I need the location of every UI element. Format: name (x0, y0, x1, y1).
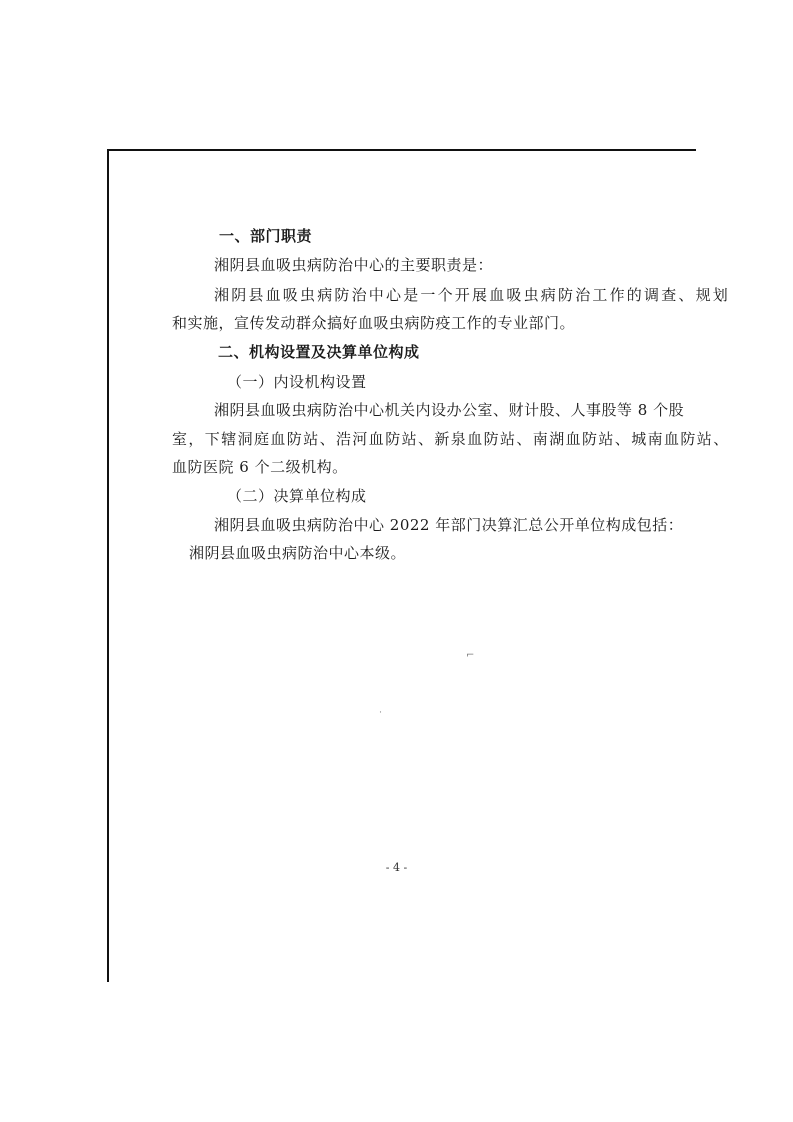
section1-intro: 湘阴县血吸虫病防治中心的主要职责是： (214, 256, 494, 274)
section2-sub1-line1: 湘阴县血吸虫病防治中心机关内设办公室、财计股、人事股等 8 个股 (214, 401, 685, 419)
section1-paragraph-line1: 湘阴县血吸虫病防治中心是一个开展血吸虫病防治工作的调查、规划 (214, 286, 731, 304)
page-top-border (108, 149, 696, 151)
section2-sub2-line1: 湘阴县血吸虫病防治中心 2022 年部门决算汇总公开单位构成包括： (214, 516, 684, 534)
scan-mark: ⌐ (466, 650, 475, 661)
scan-mark: ˙ (378, 711, 383, 722)
page-left-border (107, 149, 109, 982)
section2-sub2-line2: 湘阴县血吸虫病防治中心本级。 (189, 544, 407, 562)
section1-paragraph-line2: 和实施，宣传发动群众搞好血吸虫病防疫工作的专业部门。 (172, 314, 576, 332)
section2-sub2-heading: （二）决算单位构成 (227, 487, 367, 505)
section2-sub1-line3: 血防医院 6 个二级机构。 (172, 458, 348, 476)
section2-sub1-line2: 室，下辖洞庭血防站、浩河血防站、新泉血防站、南湖血防站、城南血防站、 (172, 430, 730, 448)
section2-sub1-heading: （一）内设机构设置 (227, 373, 367, 391)
page-number: - 4 - (385, 861, 408, 874)
section1-heading: 一、部门职责 (219, 227, 313, 245)
section2-heading: 二、机构设置及决算单位构成 (218, 343, 420, 361)
